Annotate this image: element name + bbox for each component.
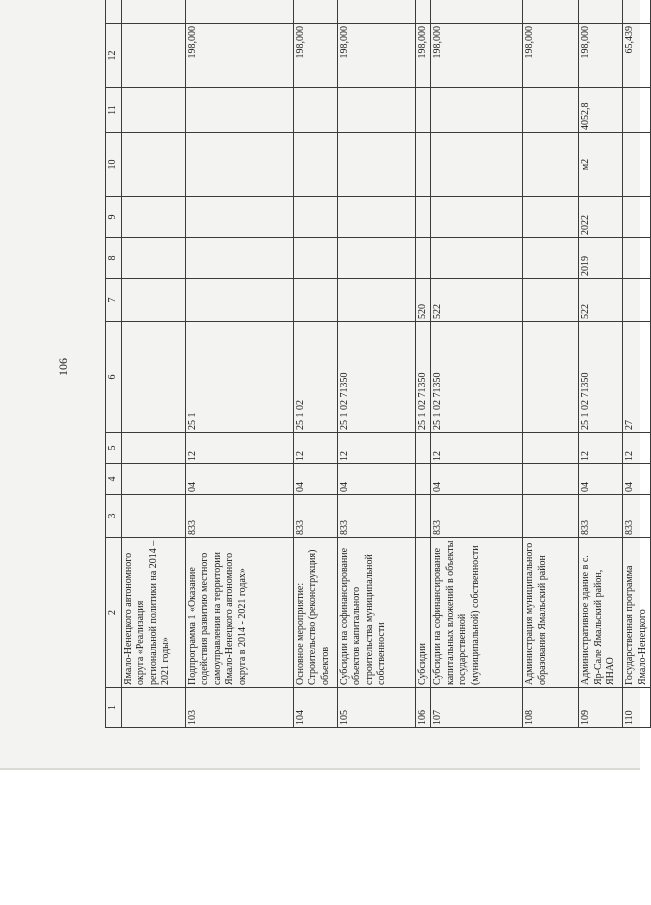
table-cell-c11	[415, 88, 431, 133]
table-cell-c8	[121, 238, 185, 279]
table-cell-c12: 65,439	[623, 24, 651, 88]
column-header: 6	[106, 322, 122, 433]
table-cell-c3: 833	[185, 495, 293, 538]
table-cell-c13	[579, 0, 623, 24]
table-cell-c10: м2	[579, 133, 623, 197]
table-cell-c4	[121, 464, 185, 495]
budget-table	[105, 0, 651, 728]
table-cell-c4	[523, 464, 579, 495]
table-cell-c7: 522	[431, 279, 523, 322]
table-cell-c6: 25 1 02 71350	[431, 322, 523, 433]
table-cell-c11	[523, 88, 579, 133]
table-cell-c10	[523, 133, 579, 197]
column-header: 7	[106, 279, 122, 322]
table-cell-c9: 2022	[579, 197, 623, 238]
table-cell-c3: 833	[579, 495, 623, 538]
table-cell-c9	[415, 197, 431, 238]
table-cell-c4	[415, 464, 431, 495]
table-cell-c9	[185, 197, 293, 238]
header-row	[106, 0, 122, 728]
table-cell-c3	[415, 495, 431, 538]
column-header: 10	[106, 133, 122, 197]
table-cell-no: 109	[579, 688, 623, 728]
table-cell-c11	[337, 88, 415, 133]
table-cell-c5	[523, 433, 579, 464]
table-cell-name: Субсидии	[415, 538, 431, 688]
table-row	[293, 0, 337, 728]
table-cell-c11	[431, 88, 523, 133]
table-cell-c7: 522	[579, 279, 623, 322]
table-cell-c3: 833	[337, 495, 415, 538]
table-cell-c13	[337, 0, 415, 24]
table-cell-c10	[431, 133, 523, 197]
table-cell-c12: 198,000	[185, 24, 293, 88]
column-header: 2	[106, 538, 122, 688]
table-cell-name: Государственная программа Ямало-Ненецкого	[623, 538, 651, 688]
table-cell-no: 107	[431, 688, 523, 728]
table-cell-no: 103	[185, 688, 293, 728]
table-cell-c8	[431, 238, 523, 279]
table-cell-c4: 04	[185, 464, 293, 495]
table-cell-name: Администрация муниципального образования Ямальский район	[523, 538, 579, 688]
table-row	[431, 0, 523, 728]
table-cell-c4: 04	[623, 464, 651, 495]
table-cell-c9	[293, 197, 337, 238]
table-cell-c6: 25 1	[185, 322, 293, 433]
table-cell-c6: 25 1 02 71350	[415, 322, 431, 433]
table-cell-c6: 25 1 02 71350	[579, 322, 623, 433]
table-cell-c7	[185, 279, 293, 322]
table-cell-c5: 12	[623, 433, 651, 464]
table-cell-c10	[415, 133, 431, 197]
table-cell-c13	[185, 0, 293, 24]
column-header: 8	[106, 238, 122, 279]
table-cell-c9	[431, 197, 523, 238]
table-cell-c13	[121, 0, 185, 24]
table-cell-no: 110	[623, 688, 651, 728]
table-cell-c5: 12	[185, 433, 293, 464]
table-cell-c3	[523, 495, 579, 538]
column-header: 4	[106, 464, 122, 495]
table-cell-c7: 520	[415, 279, 431, 322]
table-cell-name: Субсидии на софинансирование капитальных вложений в объекты государственной (муниципальной) собственности	[431, 538, 523, 688]
table-cell-c13	[431, 0, 523, 24]
table-cell-c6: 25 1 02 71350	[337, 322, 415, 433]
table-cell-c12: 198,000	[579, 24, 623, 88]
table-cell-c7	[623, 279, 651, 322]
table-cell-c11	[121, 88, 185, 133]
table-cell-c12: 198,000	[415, 24, 431, 88]
table-cell-c5: 12	[293, 433, 337, 464]
table-row	[121, 0, 185, 728]
table-cell-c8	[185, 238, 293, 279]
table-cell-c11	[623, 88, 651, 133]
table-row	[623, 0, 651, 728]
table-row	[523, 0, 579, 728]
table-cell-c6: 27	[623, 322, 651, 433]
table-cell-c8	[337, 238, 415, 279]
table-cell-c12: 198,000	[523, 24, 579, 88]
page-number: 106	[56, 358, 70, 376]
table-cell-c7	[523, 279, 579, 322]
table-cell-c6: 25 1 02	[293, 322, 337, 433]
table-cell-c3	[121, 495, 185, 538]
column-header: 3	[106, 495, 122, 538]
table-cell-c11: 4052,8	[579, 88, 623, 133]
column-header: 5	[106, 433, 122, 464]
table-cell-no	[121, 688, 185, 728]
table-cell-no: 105	[337, 688, 415, 728]
table-cell-c5: 12	[431, 433, 523, 464]
table-row	[185, 0, 293, 728]
table-cell-name: Ямало-Ненецкого автономного округа «Реализация региональной политики на 2014 – 2021 годы»	[121, 538, 185, 688]
table-cell-c5: 12	[579, 433, 623, 464]
table-cell-name: Основное мероприятие: Строительство (реконструкция) объектов	[293, 538, 337, 688]
table-row	[337, 0, 415, 728]
table-cell-no: 104	[293, 688, 337, 728]
table-row	[415, 0, 431, 728]
table-cell-c8	[293, 238, 337, 279]
table-cell-c10	[337, 133, 415, 197]
table-cell-c13	[293, 0, 337, 24]
table-cell-c10	[121, 133, 185, 197]
table-cell-c6	[523, 322, 579, 433]
table-cell-c7	[293, 279, 337, 322]
table-cell-c12	[121, 24, 185, 88]
table-cell-c4: 04	[431, 464, 523, 495]
table-cell-c10	[623, 133, 651, 197]
table-cell-c8	[415, 238, 431, 279]
table-cell-name: Подпрограмма 1 «Оказание содействия развитию местного самоуправления на территории Ямало-Ненецкого автономного округа в 2014 - 2021 годах»	[185, 538, 293, 688]
column-header: 12	[106, 24, 122, 88]
column-header: 1	[106, 688, 122, 728]
column-header	[106, 0, 122, 24]
table-cell-c9	[337, 197, 415, 238]
table-cell-c4: 04	[337, 464, 415, 495]
table-cell-c8	[523, 238, 579, 279]
table-cell-c12: 198,000	[293, 24, 337, 88]
column-header: 11	[106, 88, 122, 133]
table-cell-c8	[623, 238, 651, 279]
table-cell-c9	[121, 197, 185, 238]
table-cell-c10	[185, 133, 293, 197]
table-cell-c13	[623, 0, 651, 24]
table-cell-c3: 833	[293, 495, 337, 538]
table-cell-c5: 12	[337, 433, 415, 464]
table-cell-no: 106	[415, 688, 431, 728]
table-cell-c7	[121, 279, 185, 322]
table-cell-c5	[121, 433, 185, 464]
table-cell-c13	[523, 0, 579, 24]
table-cell-name: Субсидии на софинансирование объектов капитального строительства муниципальной собственности	[337, 538, 415, 688]
table-row	[579, 0, 623, 728]
table-cell-c11	[185, 88, 293, 133]
column-header: 9	[106, 197, 122, 238]
table-cell-name: Административное здание в с. Яр-Сале Ямальский район, ЯНАО	[579, 538, 623, 688]
table-cell-c5	[415, 433, 431, 464]
table-cell-c4: 04	[579, 464, 623, 495]
table-cell-c9	[523, 197, 579, 238]
table-cell-c12: 198,000	[431, 24, 523, 88]
table-cell-no: 108	[523, 688, 579, 728]
table-cell-c12: 198,000	[337, 24, 415, 88]
table-cell-c3: 833	[623, 495, 651, 538]
table-cell-c7	[337, 279, 415, 322]
rotated-table-wrapper	[105, 6, 648, 728]
table-cell-c11	[293, 88, 337, 133]
table-cell-c6	[121, 322, 185, 433]
table-cell-c13	[415, 0, 431, 24]
table-cell-c8: 2019	[579, 238, 623, 279]
table-cell-c3: 833	[431, 495, 523, 538]
table-cell-c9	[623, 197, 651, 238]
table-cell-c4: 04	[293, 464, 337, 495]
table-cell-c10	[293, 133, 337, 197]
